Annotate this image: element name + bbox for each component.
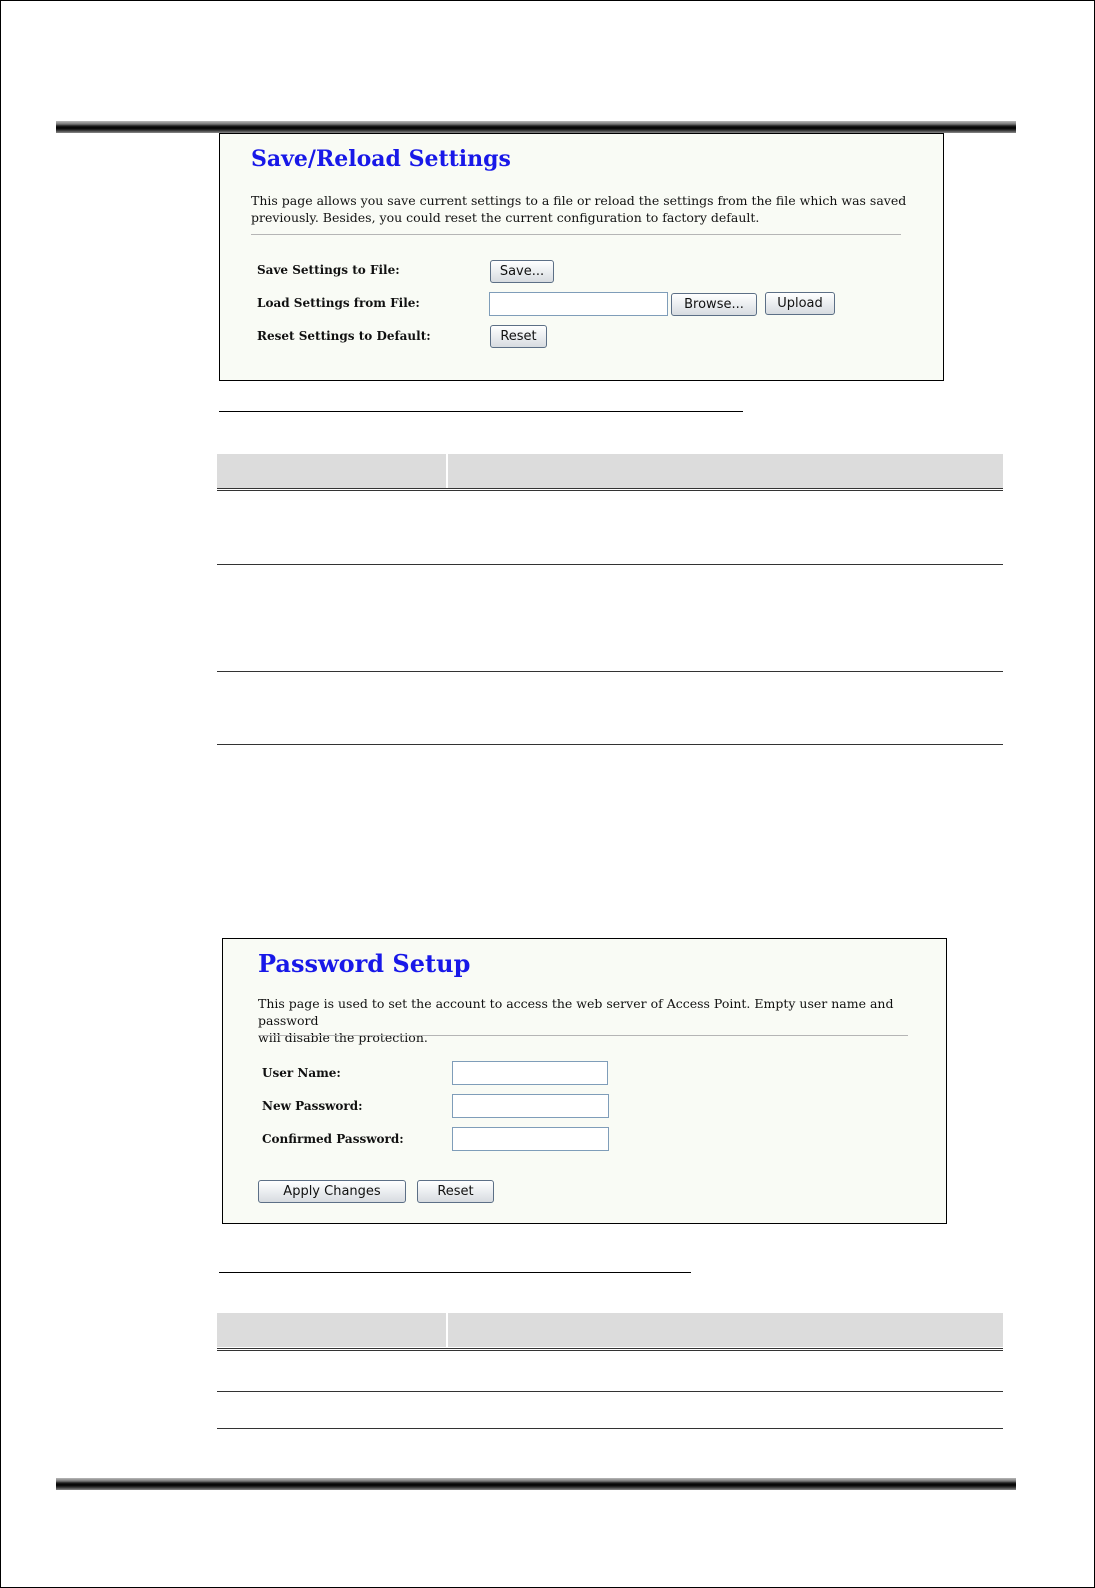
new-password-label: New Password: xyxy=(262,1099,363,1113)
table-row-divider xyxy=(217,1348,1003,1351)
browse-button[interactable]: Browse... xyxy=(671,293,757,316)
table-header xyxy=(217,1313,1003,1347)
table-row-divider xyxy=(217,564,1003,565)
upload-button[interactable]: Upload xyxy=(765,292,835,315)
apply-changes-button[interactable]: Apply Changes xyxy=(258,1180,406,1203)
divider xyxy=(251,234,901,235)
footer-rule xyxy=(56,1478,1016,1490)
description-line: This page is used to set the account to access the web server of Access Point. Empty user name and password xyxy=(258,996,894,1028)
table-header xyxy=(217,454,1003,488)
reset-button[interactable]: Reset xyxy=(490,325,547,348)
table-row-divider xyxy=(217,1391,1003,1392)
description-line: previously. Besides, you could reset the current configuration to factory default. xyxy=(251,210,760,225)
panel-description xyxy=(251,192,931,226)
reset-button[interactable]: Reset xyxy=(417,1180,494,1203)
header-rule xyxy=(56,121,1016,133)
description-line: This page allows you save current settings to a file or reload the settings from the file which was saved xyxy=(251,193,907,208)
divider xyxy=(258,1035,908,1036)
panel-title: Save/Reload Settings xyxy=(251,146,511,172)
table-row-divider xyxy=(217,488,1003,491)
confirmed-password-label: Confirmed Password: xyxy=(262,1132,404,1146)
save-settings-label: Save Settings to File: xyxy=(257,263,400,277)
new-password-input[interactable] xyxy=(452,1094,609,1118)
caption-underline xyxy=(219,411,743,412)
password-panel xyxy=(222,938,947,1224)
table-row-divider xyxy=(217,671,1003,672)
description-line: will disable the protection. xyxy=(258,1030,428,1045)
panel-description xyxy=(258,995,938,1046)
user-name-label: User Name: xyxy=(262,1066,341,1080)
table-row-divider xyxy=(217,1428,1003,1429)
file-path-input[interactable] xyxy=(489,292,668,316)
caption-underline xyxy=(219,1272,691,1273)
confirmed-password-input[interactable] xyxy=(452,1127,609,1151)
reset-settings-label: Reset Settings to Default: xyxy=(257,329,431,343)
table-row-divider xyxy=(217,744,1003,745)
save-reload-panel xyxy=(219,133,944,381)
user-name-input[interactable] xyxy=(452,1061,608,1085)
load-settings-label: Load Settings from File: xyxy=(257,296,420,310)
panel-title: Password Setup xyxy=(258,949,471,978)
save-button[interactable]: Save... xyxy=(490,260,554,283)
